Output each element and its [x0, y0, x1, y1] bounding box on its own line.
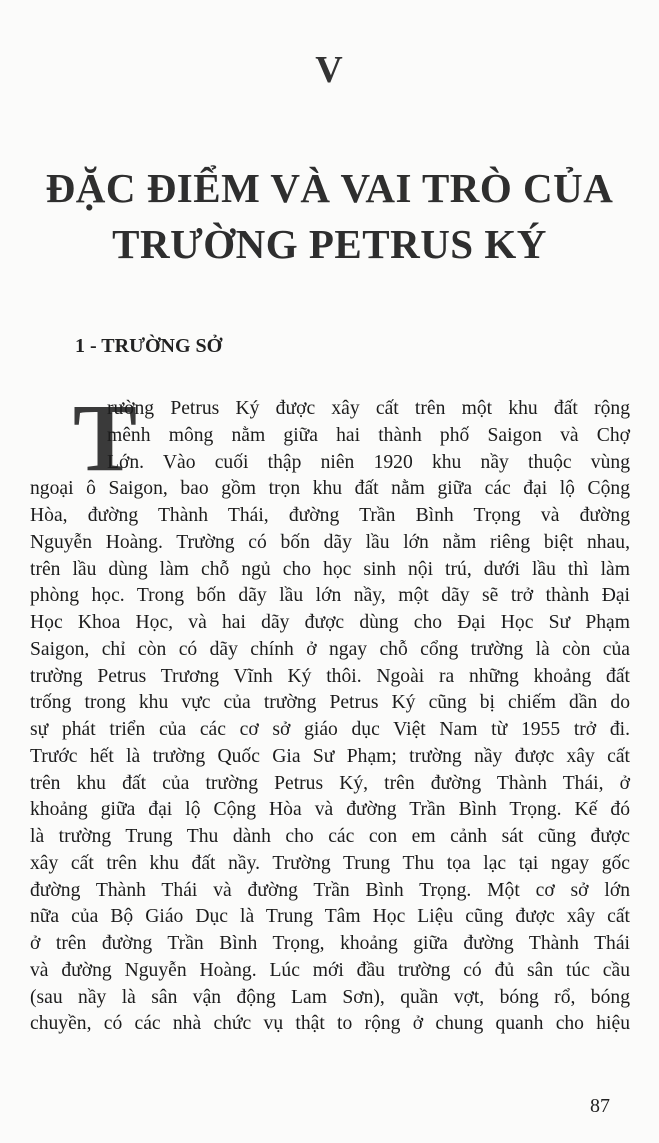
- text-line: sự phát triển của các cơ sở giáo dục Việt Nam từ 1955 trở đi.: [30, 719, 630, 740]
- text-line: Nguyễn Hoàng. Trường có bốn dãy lầu lớn nằm riêng biệt nhau,: [30, 531, 630, 553]
- chapter-title-line: ĐẶC ĐIỂM VÀ VAI TRÒ CỦA: [45, 165, 614, 211]
- text-line: trống trong khu vực của trường Petrus Ký cũng bị chiếm dần do: [30, 692, 630, 714]
- text-line: Học Khoa Học, và hai dãy được dùng cho Đại Học Sư Phạm: [30, 612, 630, 633]
- text-line: trên khu đất của trường Petrus Ký, trên đường Thành Thái, ở: [30, 772, 630, 794]
- text-line: chuyền, có các nhà chức vụ thật to rộng ở chung quanh cho hiệu: [30, 1013, 630, 1035]
- chapter-title-line: TRƯỜNG PETRUS KÝ: [112, 221, 547, 267]
- text-line: và đường Nguyễn Hoàng. Lúc mới đầu trường có đủ sân túc cầu: [30, 959, 630, 981]
- text-line: Lớn. Vào cuối thập niên 1920 khu nầy thuộc vùng: [107, 451, 630, 473]
- text-line: ngoại ô Saigon, bao gồm trọn khu đất nằm giữa các đại lộ Cộng: [30, 478, 630, 500]
- text-line: Saigon, chỉ còn có dãy chính ở ngay chỗ cổng trường là còn của: [30, 638, 630, 660]
- text-line: phòng học. Trong bốn dãy lầu lớn nầy, một dãy sẽ trở thành Đại: [30, 585, 630, 607]
- drop-cap: T: [73, 384, 138, 491]
- page-number: 87: [590, 1095, 610, 1117]
- chapter-title: [0, 160, 659, 272]
- text-line: trên lầu dùng làm chỗ ngủ cho học sinh nội trú, dưới lầu thì làm: [30, 558, 630, 580]
- text-line: Trước hết là trường Quốc Gia Sư Phạm; trường nầy được xây cất: [30, 745, 630, 767]
- chapter-number: V: [315, 49, 344, 91]
- text-line: trường Petrus Trương Vĩnh Ký thôi. Ngoài ra những khoảng đất: [30, 665, 630, 687]
- text-line: xây cất trên khu đất nầy. Trường Trung Thu tọa lạc tại ngay gốc: [30, 852, 630, 874]
- text-line: mênh mông nằm giữa hai thành phố Saigon và Chợ: [107, 424, 630, 446]
- body-text: [30, 384, 630, 1038]
- text-line: nữa của Bộ Giáo Dục là Trung Tâm Học Liệu cũng được xây cất: [30, 906, 630, 928]
- text-line: ở trên đường Trần Bình Trọng, khoảng giữa đường Thành Thái: [30, 933, 630, 954]
- text-line: là trường Trung Thu dành cho các con em cảnh sát cũng được: [30, 826, 630, 847]
- text-line: đường Thành Thái và đường Trần Bình Trọng. Một cơ sở lớn: [30, 879, 630, 901]
- text-line: rường Petrus Ký được xây cất trên một khu đất rộng: [107, 398, 630, 419]
- section-heading: 1 - TRƯỜNG SỞ: [75, 335, 223, 357]
- text-line: khoảng giữa đại lộ Cộng Hòa và đường Trần Bình Trọng. Kế đó: [30, 799, 630, 821]
- text-line: (sau nầy là sân vận động Lam Sơn), quần vợt, bóng rổ, bóng: [30, 986, 630, 1008]
- text-line: Hòa, đường Thành Thái, đường Trần Bình Trọng và đường: [30, 505, 630, 526]
